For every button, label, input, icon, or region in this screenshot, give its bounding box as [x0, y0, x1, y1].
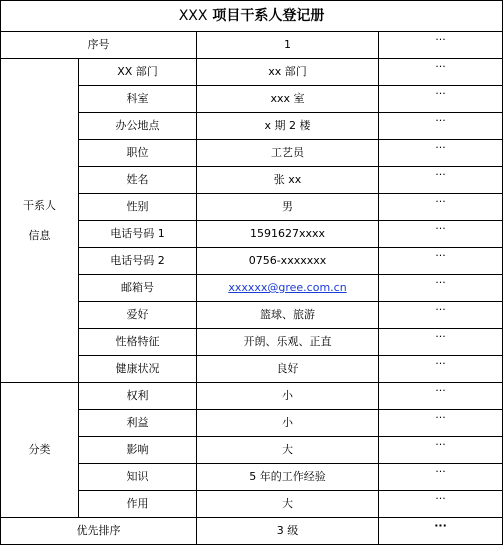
- email-link[interactable]: xxxxxx@gree.com.cn: [228, 281, 347, 294]
- field-label: 姓名: [79, 167, 197, 194]
- serial-row: [1, 32, 503, 59]
- extra-cell: ···: [379, 356, 503, 383]
- extra-cell: ···: [379, 437, 503, 464]
- field-label: 邮箱号: [79, 275, 197, 302]
- extra-cell: ···: [379, 221, 503, 248]
- extra-cell: ···: [379, 59, 503, 86]
- field-value: 开朗、乐观、正直: [197, 329, 379, 356]
- extra-cell: ···: [379, 113, 503, 140]
- group-label-line1: 干系人: [23, 198, 56, 212]
- field-value-email: [197, 275, 379, 302]
- field-value: 工艺员: [197, 140, 379, 167]
- field-label: 电话号码 2: [79, 248, 197, 275]
- extra-cell: ···: [379, 86, 503, 113]
- field-label: 性别: [79, 194, 197, 221]
- extra-cell: ···: [379, 410, 503, 437]
- field-value: 1591627xxxx: [197, 221, 379, 248]
- field-value: 良好: [197, 356, 379, 383]
- table-row: [1, 59, 503, 86]
- extra-cell: ···: [379, 248, 503, 275]
- field-label: 作用: [79, 491, 197, 518]
- extra-cell: ···: [379, 275, 503, 302]
- field-label: 办公地点: [79, 113, 197, 140]
- field-label: 知识: [79, 464, 197, 491]
- extra-cell: ···: [379, 464, 503, 491]
- group-label-stakeholder-info: [1, 59, 79, 383]
- priority-row: [1, 518, 503, 545]
- field-label: 健康状况: [79, 356, 197, 383]
- field-label: 爱好: [79, 302, 197, 329]
- field-value: 大: [197, 491, 379, 518]
- extra-cell: ···: [379, 491, 503, 518]
- field-label: 利益: [79, 410, 197, 437]
- extra-cell: ···: [379, 302, 503, 329]
- field-value: 大: [197, 437, 379, 464]
- field-label: 科室: [79, 86, 197, 113]
- serial-value: 1: [197, 32, 379, 59]
- field-value: 小: [197, 410, 379, 437]
- title-prefix: XXX: [178, 8, 208, 24]
- field-label: 职位: [79, 140, 197, 167]
- table-row: [1, 383, 503, 410]
- priority-label: 优先排序: [1, 518, 197, 545]
- group-label-classification: 分类: [1, 383, 79, 518]
- priority-value: 3 级: [197, 518, 379, 545]
- field-value: xxx 室: [197, 86, 379, 113]
- extra-cell: ···: [379, 167, 503, 194]
- field-value: 5 年的工作经验: [197, 464, 379, 491]
- field-value: 0756-xxxxxxx: [197, 248, 379, 275]
- title-row: [1, 1, 503, 32]
- field-label: 权利: [79, 383, 197, 410]
- priority-extra: ···: [379, 518, 503, 545]
- extra-cell: ···: [379, 140, 503, 167]
- page-title: [1, 1, 503, 32]
- field-value: x 期 2 楼: [197, 113, 379, 140]
- group-label-line2: 信息: [28, 228, 51, 242]
- field-value: 篮球、旅游: [197, 302, 379, 329]
- field-label: 电话号码 1: [79, 221, 197, 248]
- field-label: 影响: [79, 437, 197, 464]
- field-value: xx 部门: [197, 59, 379, 86]
- extra-cell: ···: [379, 329, 503, 356]
- field-value: 小: [197, 383, 379, 410]
- serial-extra: ···: [379, 32, 503, 59]
- extra-cell: ···: [379, 383, 503, 410]
- serial-label: 序号: [1, 32, 197, 59]
- field-value: 男: [197, 194, 379, 221]
- field-value: 张 xx: [197, 167, 379, 194]
- extra-cell: ···: [379, 194, 503, 221]
- title-text: 项目干系人登记册: [212, 8, 325, 24]
- field-label: XX 部门: [79, 59, 197, 86]
- field-label: 性格特征: [79, 329, 197, 356]
